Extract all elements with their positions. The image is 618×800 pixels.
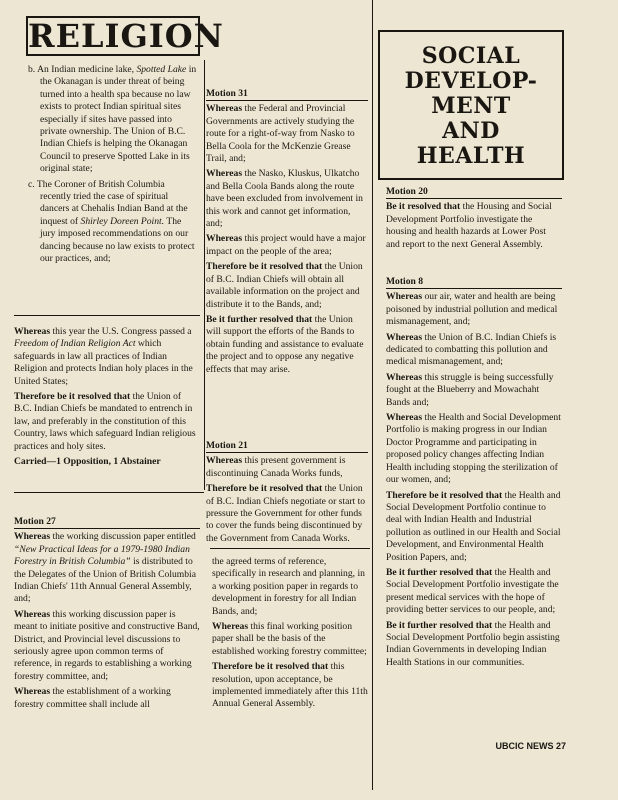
carried-note: Carried—1 Opposition, 1 Abstainer bbox=[14, 456, 161, 468]
social-heading: SOCIAL DEVELOP- MENT AND HEALTH bbox=[404, 43, 538, 169]
list-item: c. The Coroner of British Columbia recently tried the case of spiritual dancers at Chehalis Indian Band at the inquest of Shirley Doreen Point. The jury imposed recommendations on our dancing because no law exists to protect our practices, and; bbox=[28, 178, 195, 265]
motion-21: Motion 21 Whereas this present government is discontinuing Canada Works funds, Therefore be it resolved that the Union of B.C. Indian Chiefs negotiate or start to pressure the Government for other funds to cover the funds being discontinued by the Government from Canada Works. bbox=[206, 440, 368, 545]
resolved-paragraph: Therefore be it resolved that the Union of B.C. Indian Chiefs be mandated to entrench in law, and preferably in the constitution of this Country, laws which safeguard Indian religious practices and holy sites. bbox=[14, 391, 196, 452]
religion-heading: RELIGION bbox=[28, 17, 224, 55]
section-divider bbox=[14, 492, 204, 493]
motion-27-col2: the agreed terms of reference, specifically in research and planning, in a working position paper in regards to development in forestry for all Indian Bands, and; Whereas this final working position paper shall be the basis of the established working forestry committee; Therefore be it resolved that this resolution, upon acceptance, be implemented immediately after this 11th Annual General Assembly. bbox=[212, 556, 368, 710]
page-footer: UBCIC NEWS 27 bbox=[495, 741, 566, 751]
section-divider bbox=[210, 548, 370, 549]
social-heading-box bbox=[378, 30, 564, 180]
whereas-paragraph: Whereas this year the U.S. Congress passed a Freedom of Indian Religion Act which safeguards in law all practices of Indian Religion and protects Indian holy places in the United States; bbox=[14, 326, 193, 387]
list-item: b. An Indian medicine lake, Spotted Lake in the Okanagan is under threat of being turned into a health spa because no law exists to protect Indian spiritual sites especially if sites have passed into private ownership. The Union of B.C. Indian Chiefs is helping the Okanagan Council to preserve Spotted Lake in its original state; bbox=[28, 64, 197, 175]
motion-31: Motion 31 Whereas the Federal and Provincial Governments are actively studying the route for a right-of-way from Nasko to Bella Coola for the McKenzie Grease Trail, and; Whereas the Nasko, Kluskus, Ulkatcho and Bella Coola Bands along the route have been excluded from involvement in this work and cannot get information, and; Whereas this project would have a major impact on the people of the area; Therefore be it resolved that the Union of B.C. Indian Chiefs will obtain all available information on the project and distribute it to the Bands, and; Be it further resolved that the Union will support the efforts of the Bands to obtain funding and assistance to evaluate the project and to oppose any negative effects that may arise. bbox=[206, 88, 368, 376]
religion-resolution bbox=[14, 326, 198, 468]
column-rule bbox=[372, 0, 373, 790]
motion-heading: Motion 27 bbox=[14, 516, 200, 529]
motion-20: Motion 20 Be it resolved that the Housing and Social Development Portfolio investigate the housing and health hazards at Lower Post and report to the next General Assembly. bbox=[386, 186, 562, 251]
column-rule bbox=[204, 60, 205, 490]
motion-heading: Motion 31 bbox=[206, 88, 368, 101]
motion-8: Motion 8 Whereas our air, water and health are being poisoned by industrial pollution and medical mismanagement, and; Whereas the Union of B.C. Indian Chiefs is dedicated to combatting this pollution and medical mismanagement, and; Whereas this struggle is being successfully fought at the Blueberry and Mowachaht Bands and; Whereas the Health and Social Development Portfolio is making progress in our Indian Doctor Programme and participating in proposed policy changes affecting Indian Health including stopping the sterilization of our women, and; Therefore be it resolved that the Health and Social Development Portfolio continue to deal with Indian Health and Industrial pollution as outlined in our Health and Social Development, and Environmental Health Position Papers, and; Be it further resolved that the Health and Social Development Portfolio investigate the present medical services with the hope of providing better services to our people, and; Be it further resolved that the Health and Social Development Portfolio begin assisting Indian Governments in developing Indian Health Stations in our communities. bbox=[386, 276, 561, 668]
motion-27-col1: Motion 27 Whereas the working discussion paper entitled “New Practical Ideas for a 1979-1980 Indian Forestry in British Columbia” is distributed to the Delegates of the Union of British Columbia Indian Chiefs' 11th Annual General Assembly, and; Whereas this working discussion paper is meant to initiate positive and constructive Band, District, and Provincial level discussions to seriously agree upon common terms of reference, in regards to establishing a working forestry committee, and; Whereas the establishment of a working forestry committee shall include all bbox=[14, 516, 200, 710]
motion-heading: Motion 21 bbox=[206, 440, 368, 453]
religion-list bbox=[28, 64, 198, 266]
motion-heading: Motion 8 bbox=[386, 276, 562, 289]
motion-heading: Motion 20 bbox=[386, 186, 562, 199]
column-divider bbox=[14, 315, 200, 316]
